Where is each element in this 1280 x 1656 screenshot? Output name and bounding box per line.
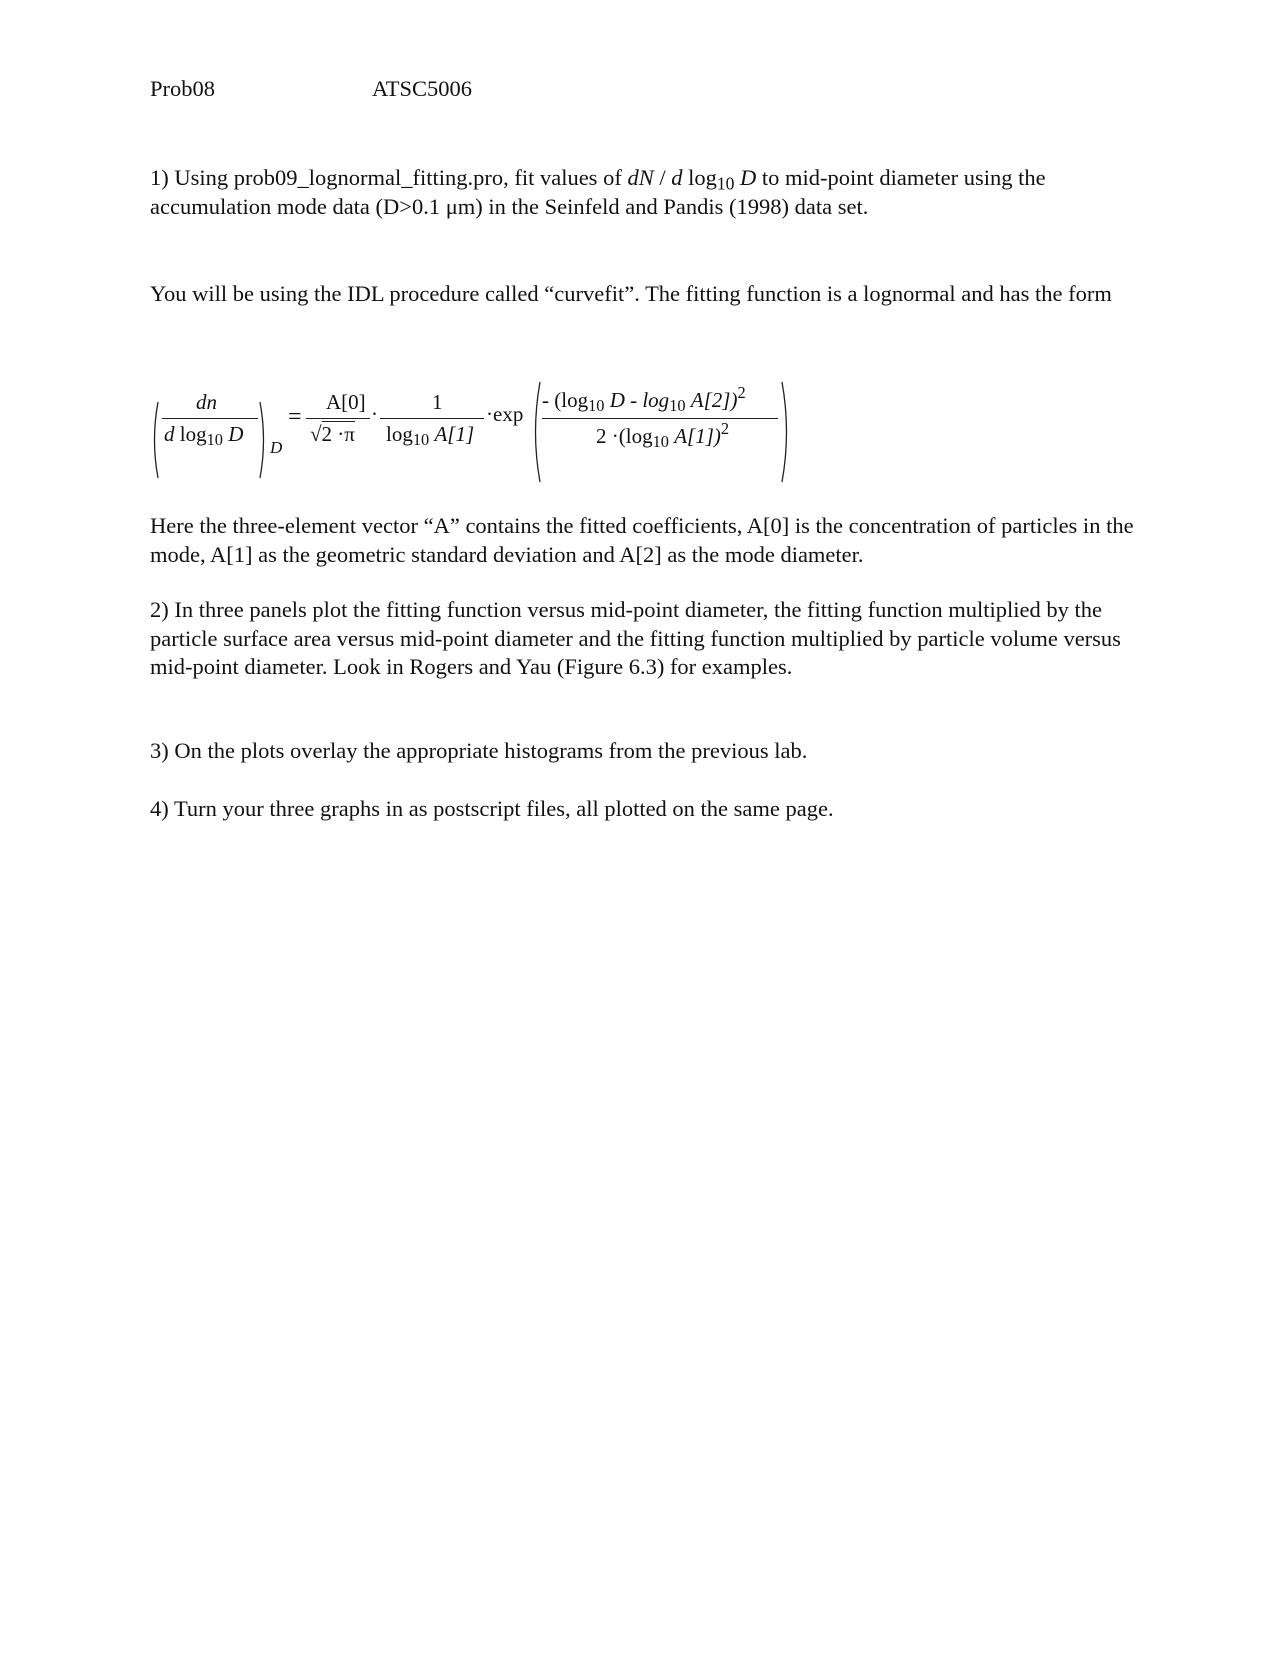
f3-den-b: A[1]): [674, 424, 721, 448]
lhs-close-paren: [258, 400, 268, 480]
paragraph-6: 4) Turn your three graphs in as postscript files, all plotted on the same page.: [150, 796, 834, 821]
f3-fraction-bar: [542, 418, 778, 419]
math-sub10: 10: [716, 173, 735, 194]
exp-close-paren: [780, 380, 792, 484]
paragraph-2: You will be using the IDL procedure called “curvefit”. The fitting function is a lognormal and has the form: [150, 281, 1112, 306]
f3-num-c: A[2]): [690, 388, 738, 412]
f1-den-text: 2 ·π: [321, 422, 355, 446]
dot-operator: ·: [371, 402, 378, 426]
math-log: log: [682, 165, 717, 190]
lhs-numerator: dn: [196, 390, 217, 414]
f3-denominator: [596, 419, 730, 452]
header-right: ATSC5006: [372, 76, 473, 101]
f3-den-sup: 2: [720, 419, 730, 438]
exp-open-paren: [530, 380, 542, 484]
paragraph-4: 2) In three panels plot the fitting function versus mid-point diameter, the fitting function multiplied by the particle surface area versus mid-point diameter and the fitting function multiplied by particle volume versus mid-point diameter. Look in Rogers and Yau (Figure 6.3) for examples.: [150, 597, 1121, 679]
f3-den-10: 10: [652, 432, 669, 452]
paragraph-5: 3) On the plots overlay the appropriate histograms from the previous lab.: [150, 738, 808, 763]
equals-sign: =: [288, 404, 302, 430]
lhs-subscript: D: [270, 438, 283, 457]
lhs-open-paren: [150, 400, 160, 480]
exp-function: ·exp: [486, 402, 524, 426]
math-dN: dN: [627, 165, 654, 190]
f1-fraction-bar: [306, 418, 370, 419]
p1-inline-math: [627, 165, 761, 194]
f3-num-10b: 10: [669, 396, 686, 416]
f3-num-a: (log: [554, 388, 589, 412]
math-d: d: [671, 165, 683, 190]
math-D: D: [734, 165, 757, 190]
f1-numerator: A[0]: [326, 390, 366, 414]
p1-text-a: 1) Using prob09_lognormal_fitting.pro, fit values of: [150, 165, 622, 190]
paragraph-3: Here the three-element vector “A” contains the fitted coefficients, A[0] is the concentration of particles in the mode, A[1] as the geometric standard deviation and A[2] as the mode diameter.: [150, 513, 1134, 567]
header-left: Prob08: [150, 76, 216, 101]
p1-text-b: to mid-point diameter using the accumulation mode data (D>0.1 μm) in the Seinfeld and Pandis (1998) data set.: [150, 165, 1046, 219]
f2-fraction-bar: [380, 418, 484, 419]
f2-den-log: log: [386, 422, 413, 446]
lhs-den-D: D: [228, 422, 244, 446]
f3-numerator: [542, 383, 746, 416]
f2-numerator: 1: [432, 390, 443, 414]
sqrt-sign: √: [310, 422, 322, 446]
f2-den-A: A[1]: [434, 422, 475, 446]
lhs-den-10: 10: [206, 430, 223, 450]
paragraph-1: [150, 164, 1135, 221]
f1-denominator: [310, 422, 355, 447]
math-slash: /: [653, 165, 672, 190]
lhs-den-log: log: [179, 422, 207, 446]
f3-den-a: 2 ·(log: [596, 424, 653, 448]
f3-num-10a: 10: [588, 396, 605, 416]
lhs-den-d: d: [164, 422, 175, 446]
lhs-fraction-bar: [162, 418, 258, 419]
f3-num-sup: 2: [737, 383, 746, 402]
f3-num-minus: -: [542, 388, 549, 412]
lhs-denominator: [164, 422, 244, 450]
f2-den-10: 10: [412, 430, 430, 450]
f2-denominator: [386, 422, 475, 450]
f3-num-b: D - log: [609, 388, 670, 412]
lognormal-equation: [150, 383, 810, 484]
